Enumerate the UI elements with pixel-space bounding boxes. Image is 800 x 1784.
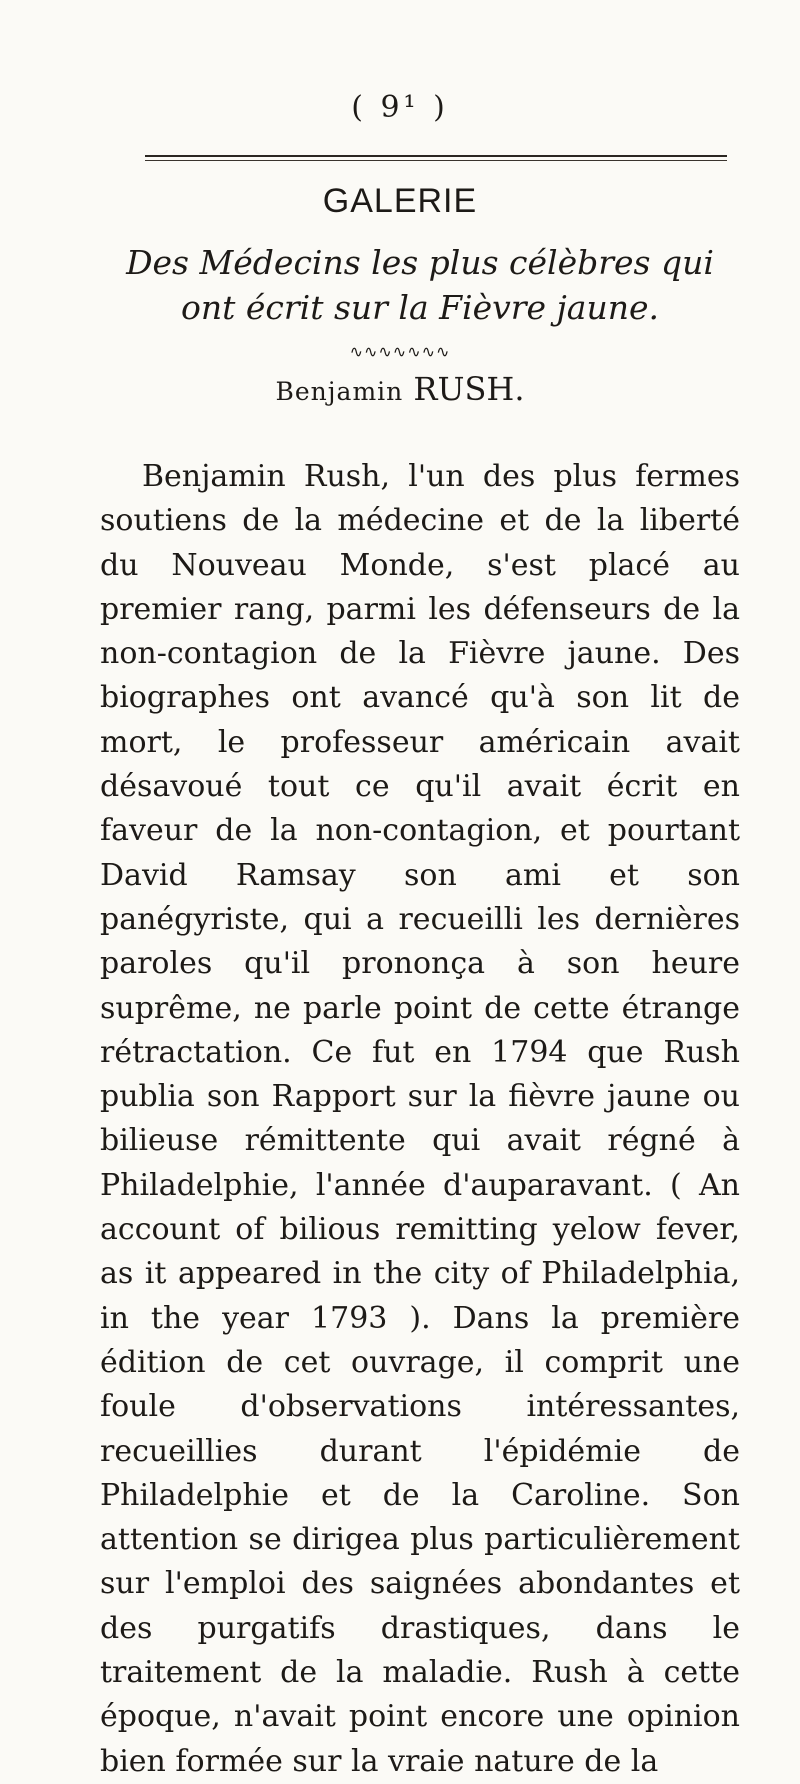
section-subtitle: Des Médecins les plus célèbres qui ont écrit sur la Fièvre jaune. [126,243,714,327]
ornament-divider: ∿∿∿∿∿∿∿ [349,342,451,361]
header-rule [145,155,727,157]
body-paragraph: Benjamin Rush, l'un des plus fermes soutiens de la médecine et de la liberté du Nouveau Monde, s'est placé au premier rang, parmi les défenseurs de la non-contagion de la Fièvre jaune. Des biographes ont avancé qu'à son lit de mort, le professeur américain avait désavoué tout ce qu'il avait écrit en faveur de la non-contagion, et pourtant David Ramsay son ami et son panégyriste, qui a recueilli les dernières paroles qu'il prononça à son heure suprême, ne parle point de cette étrange rétractation. Ce fut en 1794 que Rush publia son Rapport sur la fièvre jaune ou bilieuse rémittente qui avait régné à Philadelphie, l'année d'auparavant. ( An account of bilious remitting yelow fever, as it appeared in the city of Philadelphia, in the year 1793 ). Dans la première édition de cet ouvrage, il comprit une foule d'observations intéressantes, recueillies durant l'épidémie de Philadelphie et de la Caroline. Son attention se dirigea plus particulièrement sur l'emploi des saignées abondantes et des purgatifs drastiques, dans le traitement de la maladie. Rush à cette époque, n'avait point encore une opinion bien formée sur la vraie nature de la [100,459,740,1779]
page-number: ( 9¹ ) [351,90,449,125]
heading-first-name: Benjamin [275,377,404,406]
section-title: GALERIE [322,182,478,220]
biography-heading [0,370,800,408]
header-rule-thin [145,160,727,161]
heading-last-name: RUSH. [413,370,525,408]
